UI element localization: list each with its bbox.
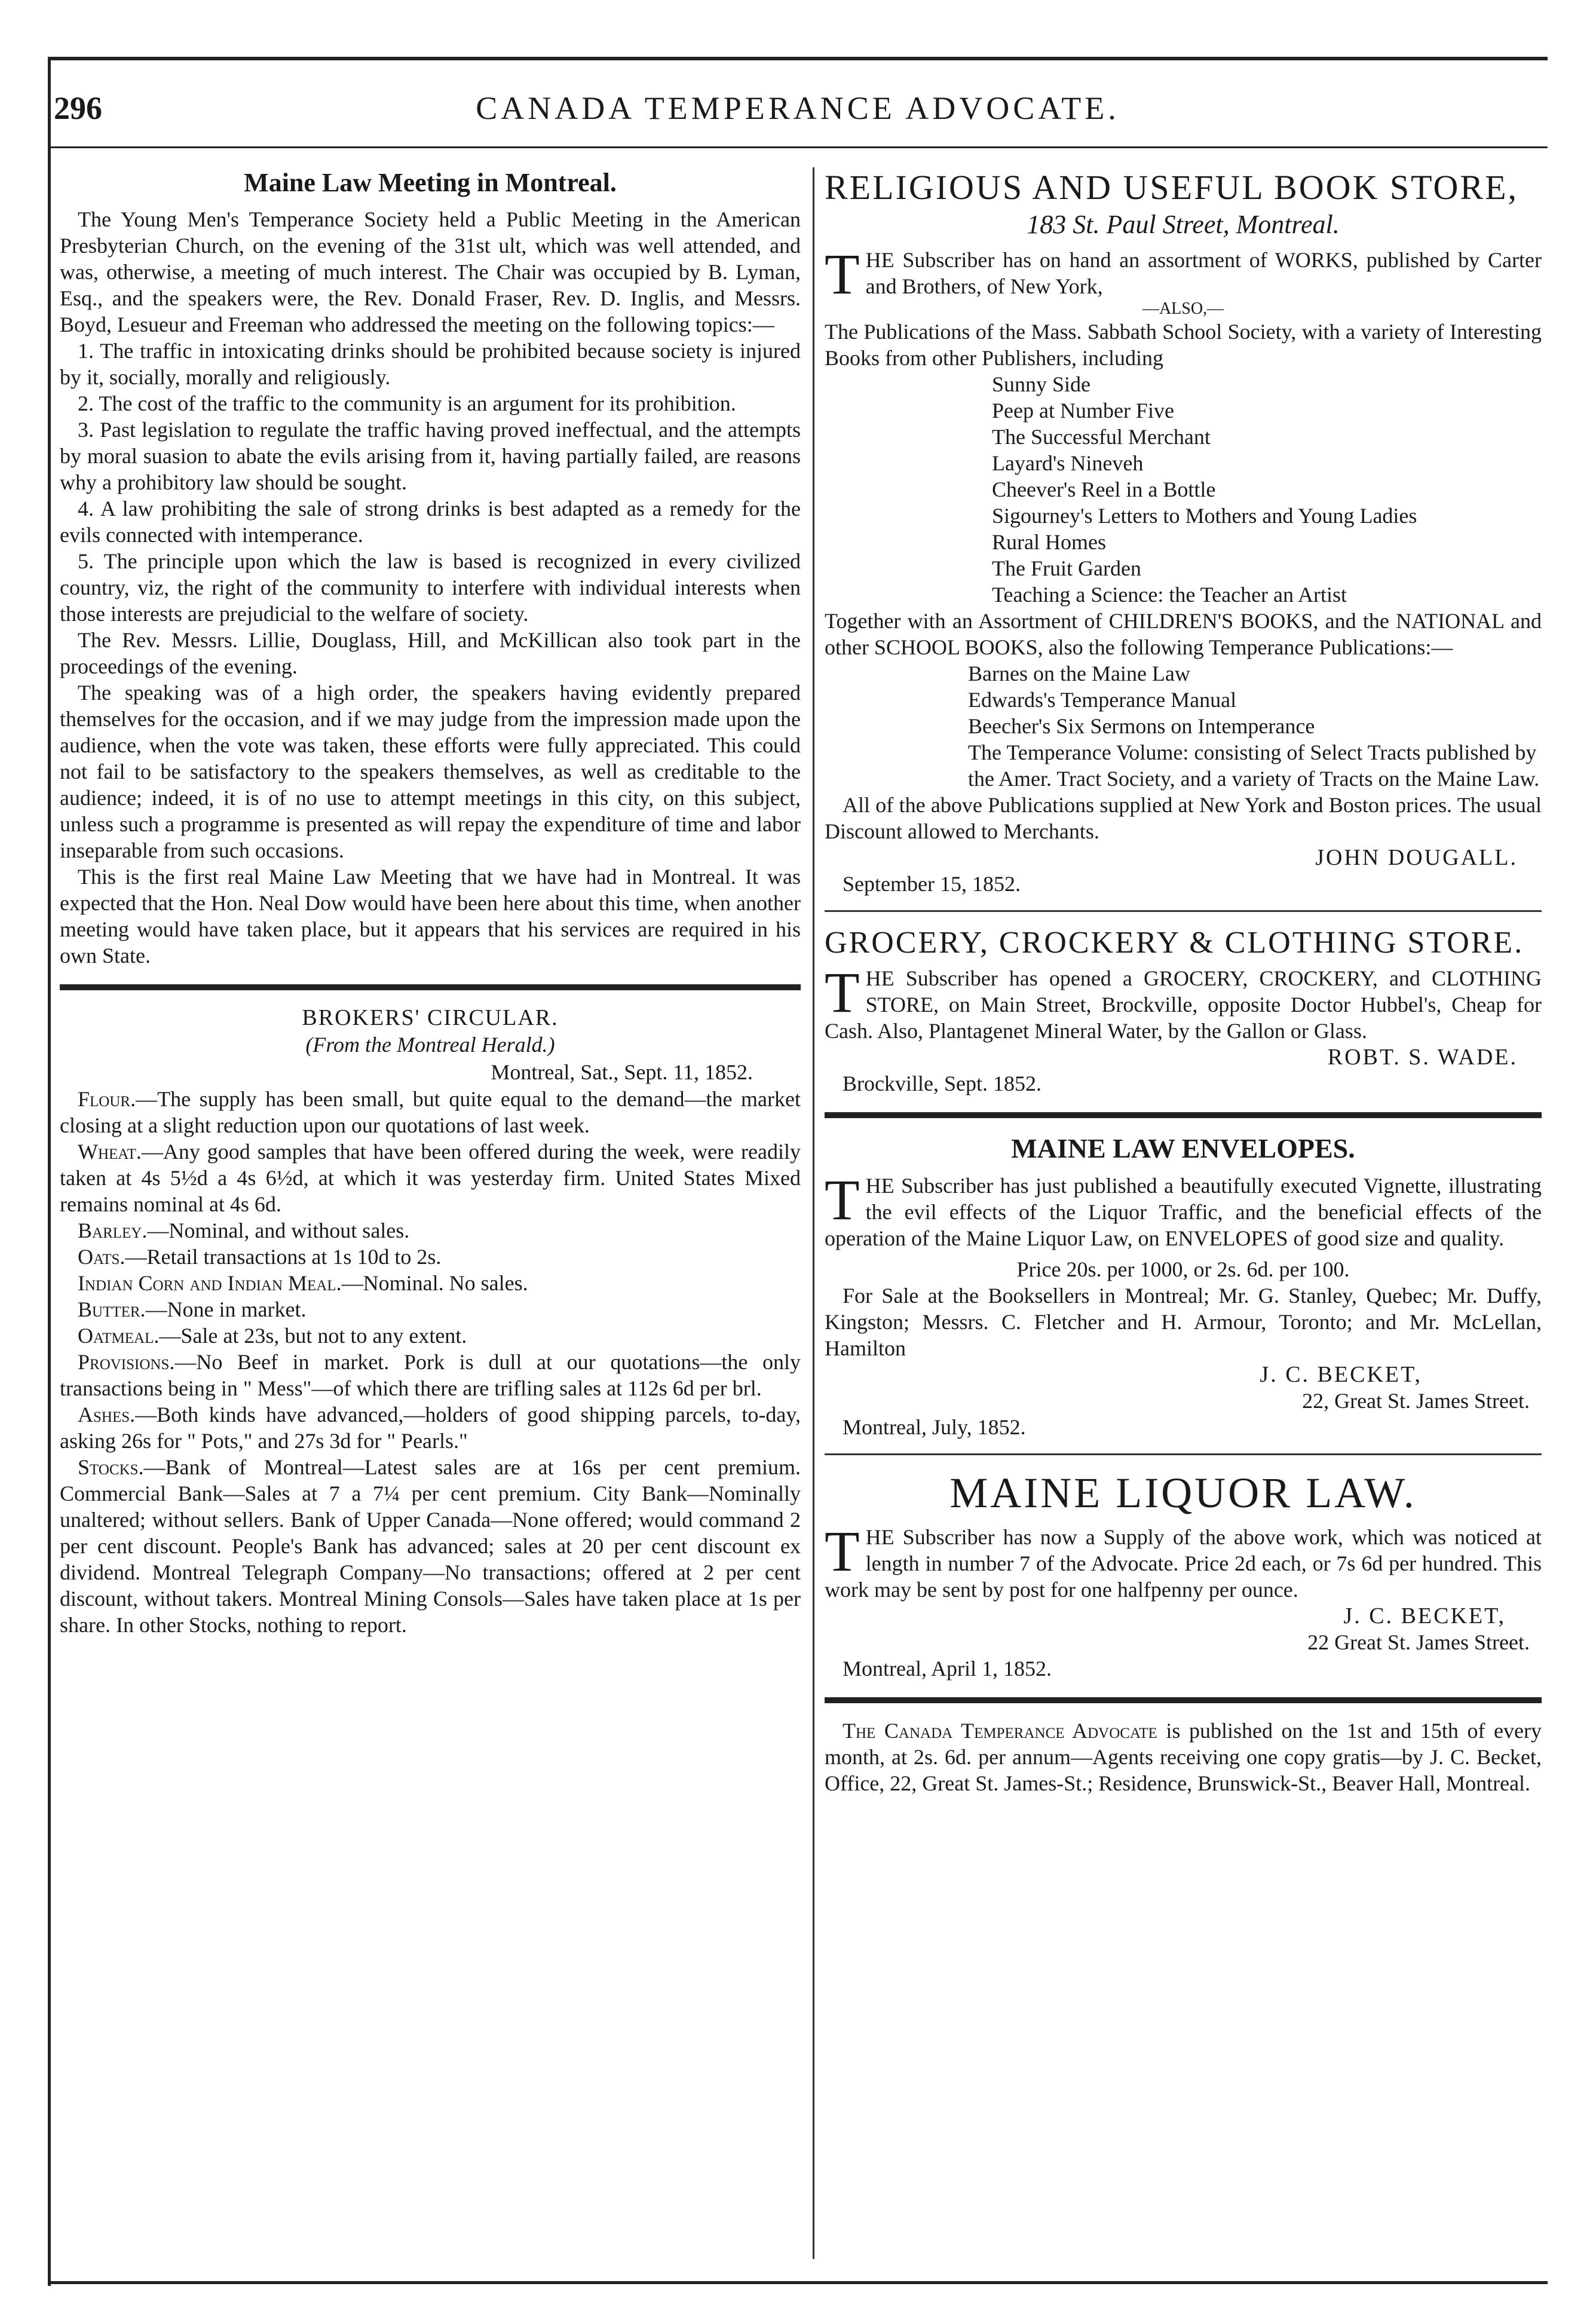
market-report-item [60,1401,801,1454]
section-rule [60,984,801,990]
bookstore-title: RELIGIOUS AND USEFUL BOOK STORE, [825,168,1519,207]
publication-notice [825,1718,1542,1796]
market-report-item [60,1296,801,1323]
liquor-signature: J. C. BECKET, [1343,1603,1506,1629]
bottom-border-rule [48,2281,1548,2284]
temperance-publication: Beecher's Six Sermons on Intemperance [968,714,1315,738]
market-report-item [60,1454,801,1638]
envelopes-date: Montreal, July, 1852. [843,1415,1026,1439]
commodity-report: —None in market. [145,1297,307,1321]
commodity-report: —No Beef in market. Pork is dull at our quotations—the only transactions being in " Mess"—of which there are trifling sales at 112s 6d per brl. [60,1350,801,1400]
column-divider [813,167,814,2259]
commodity-term: Ashes. [78,1403,136,1427]
envelopes-address: 22, Great St. James Street. [1302,1389,1530,1413]
meeting-intro: The Young Men's Temperance Society held a Public Meeting in the American Presbyterian Church, on the evening of the 31st ult, which was well attended, and was, otherwise, a meeting of much interest. The Chair was occupied by B. Lyman, Esq., and the speakers were, the Rev. Donald Fraser, Rev. D. Inglis, and Messrs. Boyd, Lesueur and Freeman who addressed the meeting on the following topics:— [60,207,801,336]
grocery-signature: ROBT. S. WADE. [1327,1045,1518,1070]
page-header [48,90,1548,161]
brokers-circular-article [60,1005,801,1638]
liquor-text [825,1519,1542,1603]
book-list [992,371,1542,608]
commodity-term: Oats. [78,1245,125,1269]
section-rule [825,910,1542,912]
temperance-publication: Barnes on the Maine Law [968,662,1190,685]
market-report-list [60,1086,801,1638]
book-title: Cheever's Reel in a Bottle [992,477,1216,501]
envelopes-advert [825,1132,1542,1440]
market-report-item [60,1138,801,1217]
commodity-term: Provisions. [78,1350,175,1374]
bookstore-intro [825,242,1542,306]
temperance-publication: Edwards's Temperance Manual [968,688,1237,712]
topic-5: 5. The principle upon which the law is based is recognized in every civilized country, viz, the right of the community to interfere with individual interests when those interests are prejudicial to the welfare of society. [60,549,801,626]
commodity-term: Barley. [78,1219,148,1242]
drop-cap: T [825,242,860,306]
all-publications-text: All of the above Publications supplied at New York and Boston prices. The usual Discount allowed to Merchants. [825,793,1542,843]
page-number: 296 [54,90,102,126]
notice-text [825,1718,1542,1796]
brokers-source: (From the Montreal Herald.) [305,1033,555,1057]
section-rule [825,1453,1542,1455]
book-title: Peep at Number Five [992,399,1174,423]
topic-3: 3. Past legislation to regulate the traffic having proved ineffectual, and the attempts by moral suasion to abate the evils arising from it, having partially failed, are reasons why a prohibitory law should be sought. [60,418,801,494]
topic-1: 1. The traffic in intoxicating drinks should be prohibited because society is injured by it, socially, morally and religiously. [60,339,801,389]
also-label: —ALSO,— [1142,299,1224,318]
brokers-dateline: Montreal, Sat., Sept. 11, 1852. [491,1060,753,1084]
first-meeting-paragraph: This is the first real Maine Law Meeting that we have had in Montreal. It was expected that the Hon. Neal Dow would have been here about this time, when another meeting would have taken place, but it appears that his services are required in his own State. [60,865,801,968]
newspaper-title: CANADA TEMPERANCE ADVOCATE. [476,90,1120,126]
envelopes-title: MAINE LAW ENVELOPES. [1011,1133,1355,1164]
commodity-report: —Sale at 23s, but not to any extent. [159,1324,467,1348]
left-border-rule [48,57,51,2286]
grocery-advert [825,925,1542,1097]
envelopes-body: HE Subscriber has just published a beautifully executed Vignette, illustrating the evil effects of the Liquor Traffic, and the beneficial effects of the operation of the Maine Liquor Law, on ENVELOPES of good size and quality. [825,1174,1542,1250]
book-title: Rural Homes [992,530,1106,554]
commodity-term: Oatmeal. [78,1324,160,1348]
commodity-report: —Retail transactions at 1s 10d to 2s. [125,1245,442,1269]
book-title: Teaching a Science: the Teacher an Artist [992,583,1347,607]
commodity-term: Butter. [78,1297,146,1321]
market-report-item [60,1244,801,1270]
grocery-text [825,960,1542,1044]
drop-cap: T [825,1168,860,1232]
section-rule [825,1112,1542,1118]
bookstore-signature: JOHN DOUGALL. [1315,845,1518,870]
together-text: Together with an Assortment of CHILDREN'S BOOKS, and the NATIONAL and other SCHOOL BOOKS, also the following Temperance Publications:— [825,609,1542,659]
book-title: Layard's Nineveh [992,451,1144,475]
notice-lead: The Canada Temperance Advocate [843,1719,1157,1743]
book-title: The Fruit Garden [992,556,1141,580]
envelopes-price: Price 20s. per 1000, or 2s. 6d. per 100. [1016,1257,1350,1281]
liquor-date: Montreal, April 1, 1852. [843,1657,1052,1681]
market-report-item [60,1323,801,1349]
envelopes-text [825,1168,1542,1251]
speaking-paragraph: The speaking was of a high order, the speakers having evidently prepared themselves for the occasion, and if we may judge from the impression made upon the audience, when the vote was taken, these efforts were fully appreciated. This could not fail to be satisfactory to the speakers themselves, as well as creditable to the audience; indeed, it is of no use to attempt meetings in this city, on this subject, unless such a programme is presented as will repay the expenditure of time and labor inseparable from such occasions. [60,681,801,862]
liquor-address: 22 Great St. James Street. [1307,1630,1530,1654]
drop-cap: T [825,960,860,1024]
drop-cap: T [825,1519,860,1583]
top-border-rule [48,57,1548,60]
temperance-publication: The Temperance Volume: consisting of Select Tracts published by the Amer. Tract Society, and a variety of Tracts on the Maine Law. [968,740,1540,791]
commodity-term: Indian Corn and Indian Meal. [78,1271,342,1295]
newspaper-page [48,57,1548,2286]
market-report-item [60,1086,801,1138]
maine-law-meeting-article [60,167,801,969]
book-title: The Successful Merchant [992,425,1211,449]
left-column [60,167,801,1638]
market-report-item [60,1270,801,1296]
topic-4: 4. A law prohibiting the sale of strong drinks is best adapted as a remedy for the evils connected with intemperance. [60,497,801,547]
rev-paragraph: The Rev. Messrs. Lillie, Douglass, Hill, and McKillican also took part in the proceedings of the evening. [60,628,801,678]
envelopes-sale: For Sale at the Booksellers in Montreal; Mr. G. Stanley, Quebec; Mr. Duffy, Kingston; Messrs. C. Fletcher and H. Armour, Toronto; and Mr. McLellan, Hamilton [825,1284,1542,1360]
liquor-title: MAINE LIQUOR LAW. [949,1469,1417,1517]
commodity-report: —Nominal, and without sales. [147,1219,410,1242]
commodity-report: —Bank of Montreal—Latest sales are at 16s per cent premium. Commercial Bank—Sales at 7 a 7¼ per cent premium. City Bank—Nominally unaltered; without sellers. Bank of Upper Canada—None offered; would command 2 per cent discount. People's Bank has advanced; sales at 20 per cent discount ex dividend. Montreal Telegraph Company—No transactions; offered at 2 per cent discount, without takers. Montreal Mining Consols—Sales have taken place at 1s per share. In other Stocks, nothing to report. [60,1455,801,1637]
market-report-item [60,1349,801,1401]
brokers-title: BROKERS' CIRCULAR. [302,1005,559,1030]
book-title: Sunny Side [992,372,1091,396]
temperance-publications-list [968,660,1542,792]
grocery-title: GROCERY, CROCKERY & CLOTHING STORE. [825,926,1524,960]
commodity-term: Wheat. [78,1140,142,1164]
liquor-law-advert [825,1468,1542,1682]
bookstore-intro-text: HE Subscriber has on hand an assortment of WORKS, published by Carter and Brothers, of New York, [865,248,1542,298]
notice-body: is published on the 1st and 15th of every month, at 2s. 6d. per annum—Agents receiving one copy gratis—by J. C. Becket, Office, 22, Great St. James-St.; Residence, Brunswick-St., Beaver Hall, Montreal. [825,1719,1542,1795]
meeting-title: Maine Law Meeting in Montreal. [244,168,617,197]
book-title: Sigourney's Letters to Mothers and Young Ladies [992,504,1417,528]
grocery-date: Brockville, Sept. 1852. [843,1072,1041,1095]
commodity-term: Flour. [78,1087,136,1111]
bookstore-date: September 15, 1852. [843,872,1021,896]
publications-text: The Publications of the Mass. Sabbath School Society, with a variety of Interesting Books from other Publishers, including [825,320,1542,370]
liquor-body: HE Subscriber has now a Supply of the above work, which was noticed at length in number 7 of the Advocate. Price 2d each, or 7s 6d per hundred. This work may be sent by post for one halfpenny per ounce. [825,1525,1542,1602]
section-rule [825,1697,1542,1703]
bookstore-address: 183 St. Paul Street, Montreal. [1027,210,1340,239]
commodity-report: —Nominal. No sales. [341,1271,528,1295]
commodity-term: Stocks. [78,1455,144,1479]
commodity-report: —The supply has been small, but quite equal to the demand—the market closing at a slight reduction upon our quotations of last week. [60,1087,801,1137]
envelopes-signature: J. C. BECKET, [1260,1362,1422,1387]
topic-2: 2. The cost of the traffic to the community is an argument for its prohibition. [78,391,736,415]
right-column [825,167,1542,1796]
market-report-item [60,1217,801,1244]
bookstore-advert [825,167,1542,897]
grocery-body: HE Subscriber has opened a GROCERY, CROCKERY, and CLOTHING STORE, on Main Street, Brockville, opposite Doctor Hubbel's, Cheap for Cash. Also, Plantagenet Mineral Water, by the Gallon or Glass. [825,966,1542,1043]
commodity-report: —Any good samples that have been offered during the week, were readily taken at 4s 5½d a 4s 6½d, at which it was yesterday firm. United States Mixed remains nominal at 4s 6d. [60,1140,801,1216]
commodity-report: —Both kinds have advanced,—holders of good shipping parcels, to-day, asking 26s for " Pots," and 27s 3d for " Pearls." [60,1403,801,1453]
